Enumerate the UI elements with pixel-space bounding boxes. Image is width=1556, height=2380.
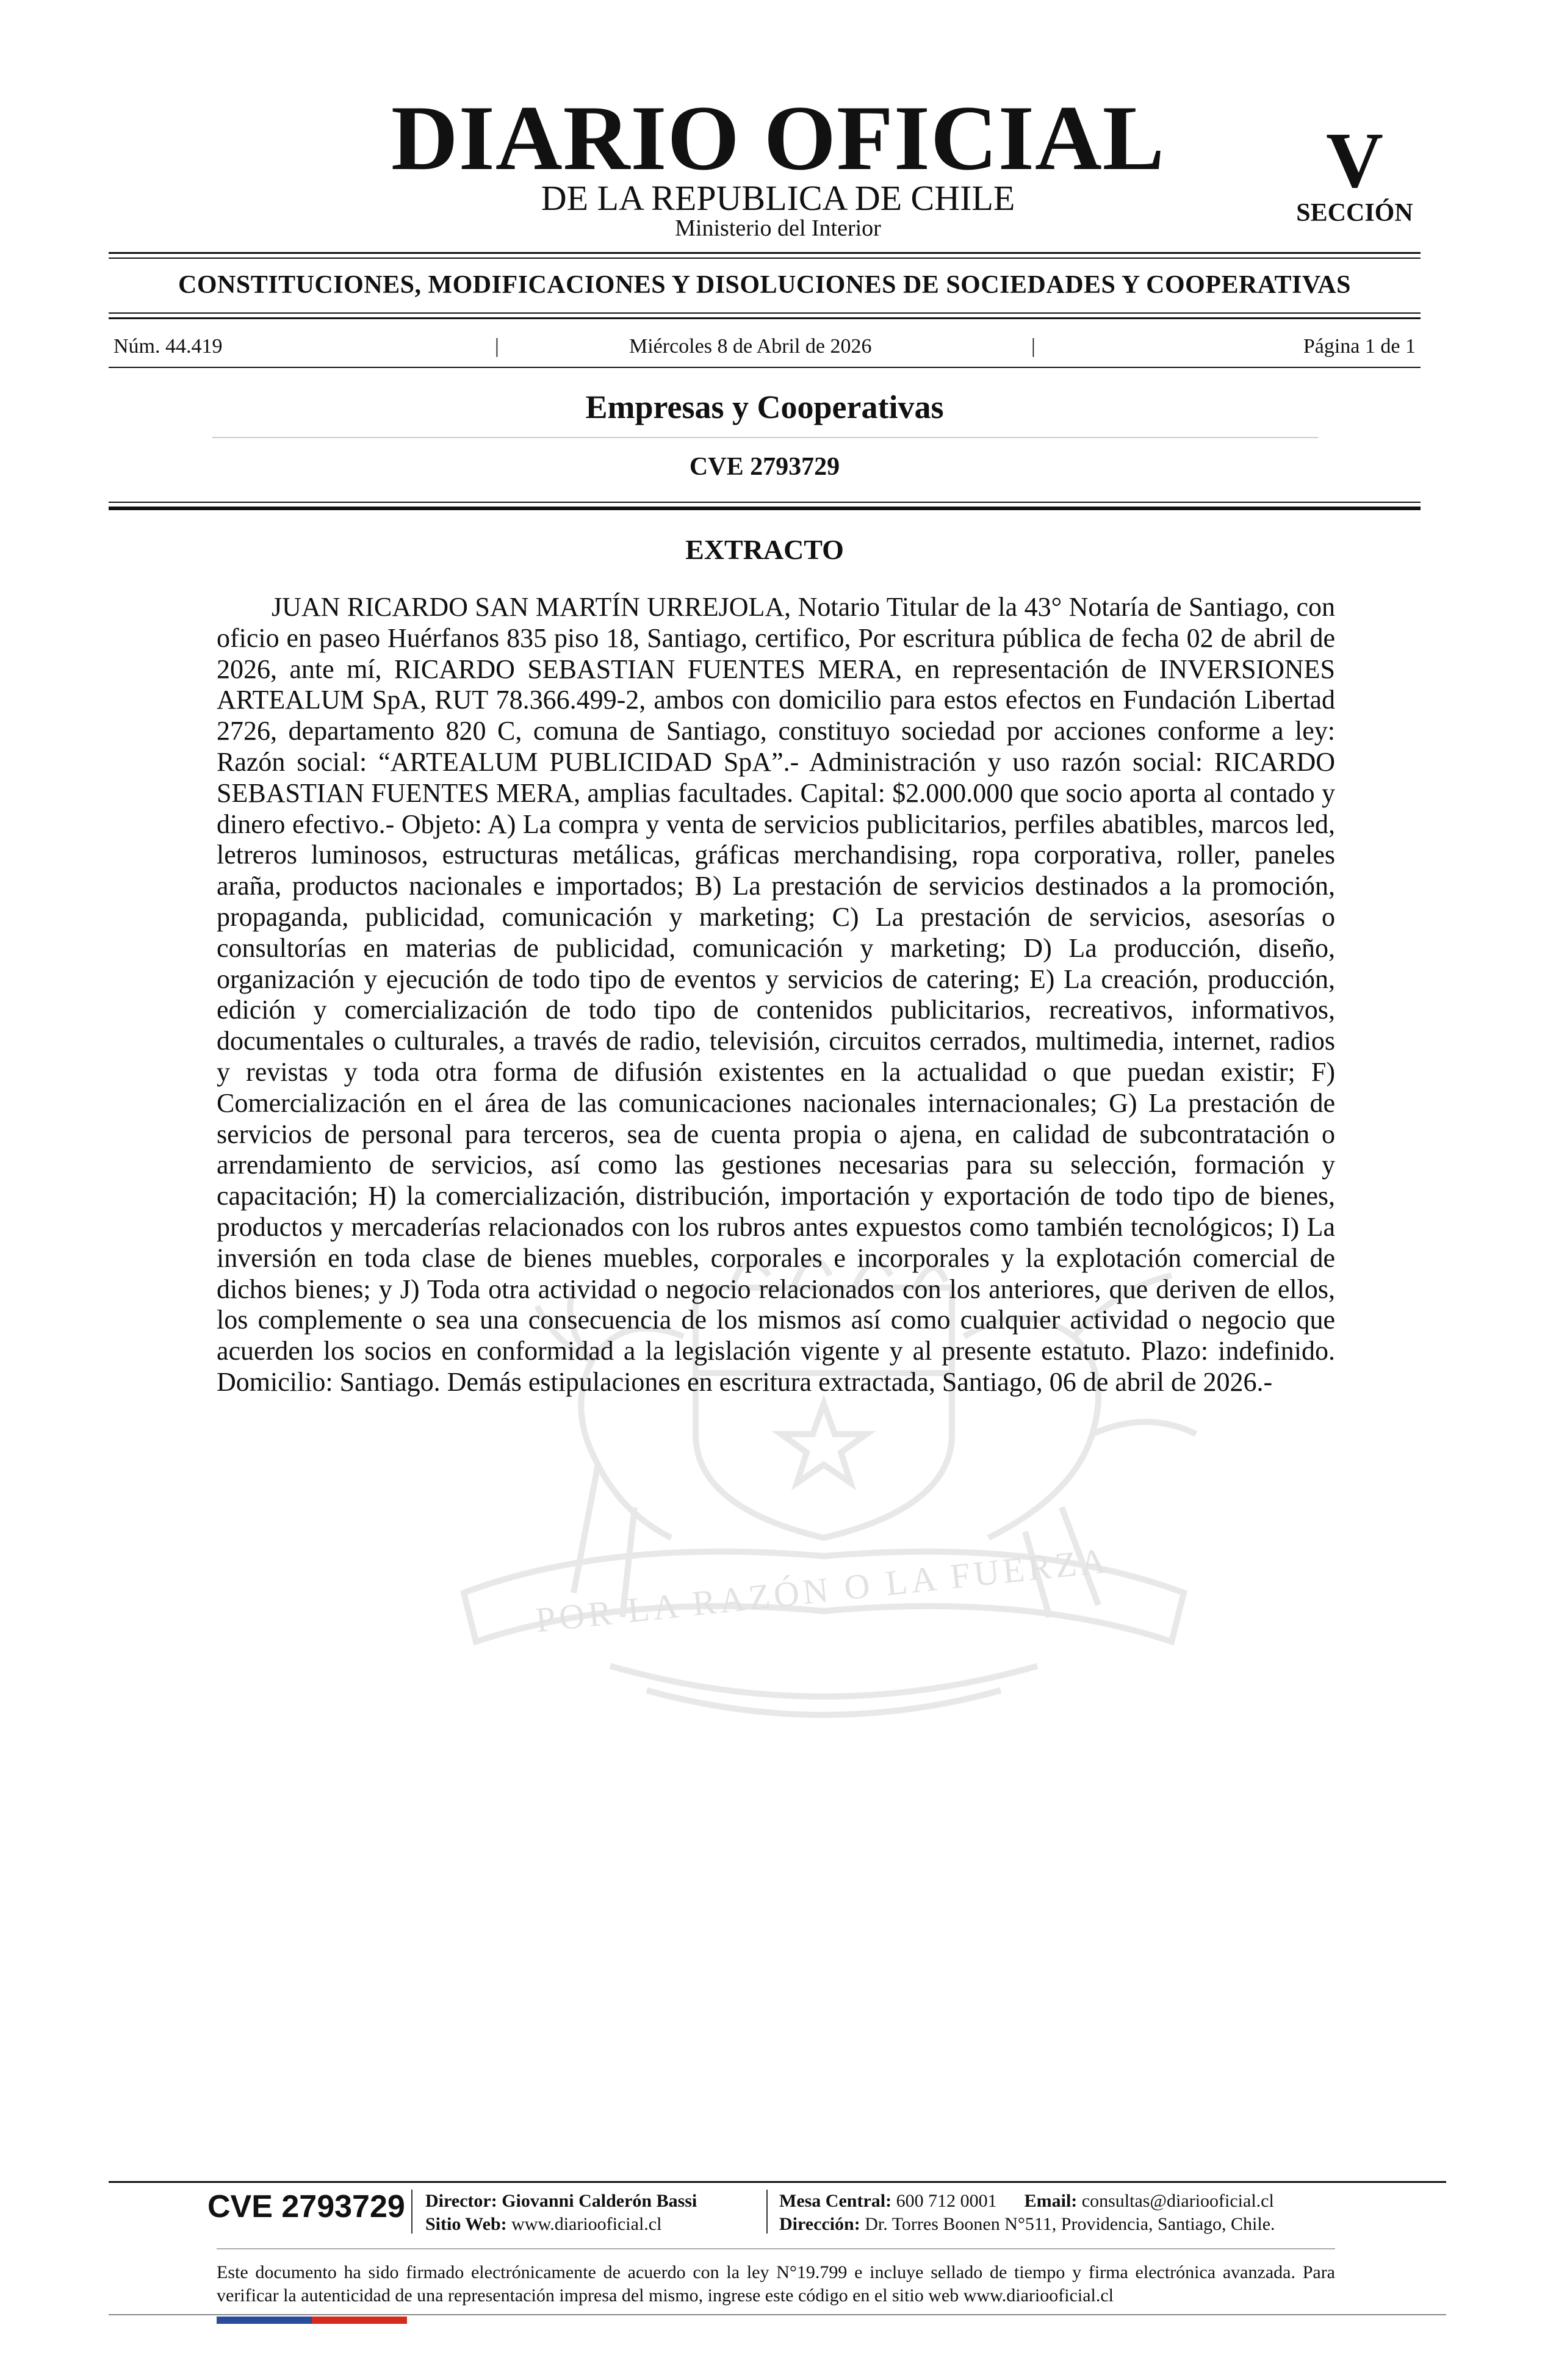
section-letter: V <box>1326 117 1383 204</box>
masthead-subtitle: DE LA REPUBLICA DE CHILE <box>541 178 1015 218</box>
cve-code: CVE 2793729 <box>689 453 840 481</box>
address-value: Dr. Torres Boonen N°511, Providencia, Santiago, Chile. <box>865 2214 1275 2234</box>
divider-rule <box>109 317 1421 319</box>
divider-rule <box>109 258 1421 259</box>
mesa-phone: 600 712 0001 <box>896 2191 997 2211</box>
flag-stripe-red <box>312 2317 407 2324</box>
divider-rule <box>109 502 1421 503</box>
divider-rule <box>109 367 1421 368</box>
web-link[interactable]: www.diariooficial.cl <box>511 2214 662 2234</box>
footer-contact-block <box>779 2190 1275 2236</box>
issue-date: Miércoles 8 de Abril de 2026 <box>629 335 872 358</box>
mesa-label: Mesa Central: <box>779 2191 892 2211</box>
footer-divider <box>217 2248 1335 2249</box>
director-label: Director: <box>425 2191 497 2211</box>
footer-divider <box>109 2314 1446 2315</box>
masthead-title: DIARIO OFICIAL <box>391 87 1165 189</box>
divider-rule <box>109 312 1421 314</box>
footer-director-block <box>425 2190 697 2236</box>
director-name: Giovanni Calderón Bassi <box>502 2191 697 2211</box>
footer-cve-code: CVE 2793729 <box>207 2189 405 2224</box>
email-link[interactable]: consultas@diariooficial.cl <box>1081 2191 1274 2211</box>
footer-separator <box>766 2190 768 2234</box>
masthead-ministry: Ministerio del Interior <box>675 215 881 241</box>
address-label: Dirección: <box>779 2214 860 2234</box>
footer-separator <box>411 2190 412 2234</box>
info-separator: | <box>495 335 499 358</box>
issue-number: Núm. 44.419 <box>113 335 223 358</box>
page-indicator: Página 1 de 1 <box>1303 335 1416 358</box>
watermark-motto: POR LA RAZÓN O LA FUERZA <box>533 1540 1112 1640</box>
footer-divider <box>109 2181 1446 2183</box>
web-label: Sitio Web: <box>425 2214 507 2234</box>
footer-legal-notice: Este documento ha sido firmado electrónicamente de acuerdo con la ley N°19.799 e incluye sellado de tiempo y firma electrónica avanzada. Para verificar la autenticidad de una representación impresa del mismo, ingrese este código en el sitio web www.diariooficial.cl <box>217 2262 1335 2306</box>
divider-rule <box>212 437 1318 438</box>
section-banner: CONSTITUCIONES, MODIFICACIONES Y DISOLUCIONES DE SOCIEDADES Y COOPERATIVAS <box>178 271 1351 299</box>
section-word: SECCIÓN <box>1296 199 1413 227</box>
flag-stripe-blue <box>217 2317 312 2324</box>
issue-info-bar <box>113 335 1416 359</box>
category-title: Empresas y Cooperativas <box>585 389 944 425</box>
divider-rule <box>109 252 1421 254</box>
info-separator: | <box>1031 335 1036 358</box>
divider-rule <box>109 507 1421 510</box>
extract-body: JUAN RICARDO SAN MARTÍN URREJOLA, Notario Titular de la 43° Notaría de Santiago, con oficio en paseo Huérfanos 835 piso 18, Santiago, certifico, Por escritura pública de fecha 02 de abril de 2026, ante mí, RICARDO SEBASTIAN FUENTES MERA, en representación de INVERSIONES ARTEALUM SpA, RUT 78.366.499-2, ambos con domicilio para estos efectos en Fundación Libertad 2726, departamento 820 C, comuna de Santiago, constituyo sociedad por acciones conforme a ley: Razón social: “ARTEALUM PUBLICIDAD SpA”.- Administración y uso razón social: RICARDO SEBASTIAN FUENTES MERA, amplias facultades. Capital: $2.000.000 que socio aporta al contado y dinero efectivo.- Objeto: A) La compra y venta de servicios publicitarios, perfiles abatibles, marcos led, letreros luminosos, estructuras metálicas, gráficas merchandising, ropa corporativa, roller, paneles araña, productos nacionales e importados; B) La prestación de servicios destinados a la promoción, propaganda, publicidad, comunicación y marketing; C) La prestación de servicios, asesorías o consultorías en materias de publicidad, comunicación y marketing; D) La producción, diseño, organización y ejecución de todo tipo de eventos y servicios de catering; E) La creación, producción, edición y comercialización de todo tipo de contenidos publicitarios, recreativos, informativos, documentales o culturales, a través de radio, televisión, circuitos cerrados, multimedia, internet, radios y revistas y toda otra forma de difusión existentes en la actualidad o que puedan existir; F) Comercialización en el área de las comunicaciones nacionales internacionales; G) La prestación de servicios de personal para terceros, sea de cuenta propia o ajena, en calidad de subcontratación o arrendamiento de servicios, así como las gestiones necesarias para su selección, formación y capacitación; H) la comercialización, distribución, importación y exportación de todo tipo de bienes, productos y mercaderías relacionados con los rubros antes expuestos como también tecnológicos; I) La inversión en toda clase de bienes muebles, corporales e incorporales y la explotación comercial de dichos bienes; y J) Toda otra actividad o negocio relacionados con los anteriores, que deriven de ellos, los complemente o sea una consecuencia de los mismos así como cualquier actividad o negocio que acuerden los socios en conformidad a la legislación vigente y al presente estatuto. Plazo: indefinido. Domicilio: Santiago. Demás estipulaciones en escritura extractada, Santiago, 06 de abril de 2026.- <box>217 592 1335 1397</box>
email-label: Email: <box>1024 2191 1078 2211</box>
extract-title: EXTRACTO <box>685 534 844 565</box>
